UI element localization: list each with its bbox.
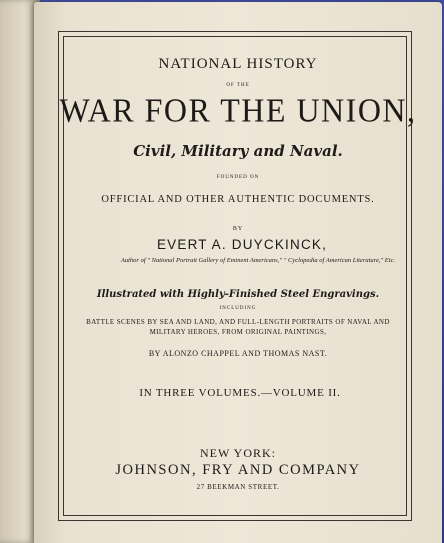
publisher-line: JOHNSON, FRY AND COMPANY [115,462,361,478]
main-title: WAR FOR THE UNION, [59,91,417,129]
heading-of-the: OF THE [226,83,250,88]
contents-line-1: BATTLE SCENES BY SEA AND LAND, AND FULL-LENGTH PORTRAITS OF NAVAL AND [86,318,390,326]
illustrated-line: Illustrated with Highly-Finished Steel Engravings. [96,289,380,300]
volume-line: IN THREE VOLUMES.—VOLUME II. [139,387,341,399]
author-name: EVERT A. DUYCKINCK, [156,237,328,252]
subtitle-civil-military-naval: Civil, Military and Naval. [133,142,343,160]
including-label: INCLUDING [219,306,257,311]
artists-line: BY ALONZO CHAPPEL AND THOMAS NAST. [148,349,328,358]
heading-national-history: NATIONAL HISTORY [158,56,318,72]
founded-on-label: FOUNDED ON [216,175,260,180]
contents-line-2: MILITARY HEROES, FROM ORIGINAL PAINTINGS, [149,328,327,336]
documents-line: OFFICIAL AND OTHER AUTHENTIC DOCUMENTS. [101,194,375,205]
city-line: NEW YORK: [200,446,276,460]
by-label: BY [232,226,244,232]
author-credentials: Author of " National Portrait Gallery of Eminent Americans," " Cyclopedia of American Literature," Etc. [120,257,396,264]
address-line: 27 BEEKMAN STREET. [196,483,280,491]
